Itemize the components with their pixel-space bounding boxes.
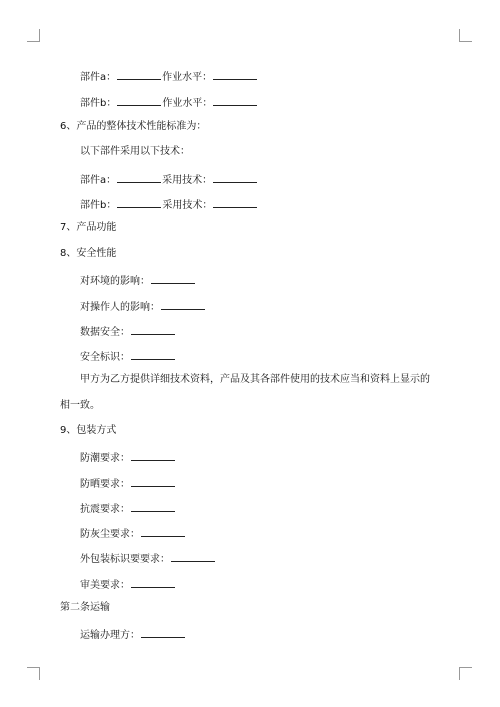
field-label: 采用技术： (162, 175, 213, 186)
fill-blank (213, 68, 257, 80)
moisture-requirement-line (80, 449, 176, 466)
section-8-heading: 8、安全性能 (60, 248, 117, 259)
data-security-line (80, 323, 176, 340)
shock-resistance-requirement-line (80, 500, 176, 517)
part-b-work-level-line (80, 94, 258, 111)
fill-blank (161, 298, 205, 310)
fill-blank (117, 68, 161, 80)
field-label: 防灰尘要求： (80, 529, 140, 540)
fill-blank (131, 323, 175, 335)
field-label: 作业水平： (162, 72, 213, 83)
field-label: 外包装标识要要求： (80, 554, 170, 565)
aesthetic-requirement-line (80, 576, 176, 593)
field-label: 部件a： (80, 175, 117, 186)
fill-blank (117, 196, 161, 208)
technology-intro: 以下部件采用以下技术： (80, 146, 190, 157)
crop-mark-top-left (27, 29, 40, 42)
fill-blank (213, 171, 257, 183)
fill-blank (131, 449, 175, 461)
outer-packaging-label-line (80, 550, 216, 567)
field-label: 运输办理方： (80, 630, 140, 641)
field-label: 部件a： (80, 72, 117, 83)
fill-blank (213, 196, 257, 208)
field-label: 采用技术： (162, 200, 213, 211)
field-label: 审美要求： (80, 580, 130, 591)
fill-blank (131, 475, 175, 487)
field-label: 部件b： (80, 200, 117, 211)
fill-blank (141, 626, 185, 638)
article-2-heading: 第二条运输 (60, 602, 110, 613)
fill-blank (141, 525, 185, 537)
safety-label-line (80, 348, 176, 365)
sun-protection-requirement-line (80, 475, 176, 492)
section-6-heading: 6、产品的整体技术性能标准为： (60, 121, 207, 132)
fill-blank (213, 94, 257, 106)
fill-blank (117, 171, 161, 183)
field-label: 对环境的影响： (80, 276, 150, 287)
fill-blank (131, 348, 175, 360)
transport-party-line (80, 626, 186, 643)
crop-mark-bottom-left (27, 667, 40, 680)
field-label: 抗震要求： (80, 504, 130, 515)
field-label: 防潮要求： (80, 453, 130, 464)
field-label: 安全标识： (80, 352, 130, 363)
technical-docs-paragraph: 甲方为乙方提供详细技术资料，产品及其各部件使用的技术应当和资料上显示的 (80, 374, 430, 385)
operator-impact-line (80, 298, 206, 315)
fill-blank (171, 550, 215, 562)
fill-blank (131, 576, 175, 588)
fill-blank (117, 94, 161, 106)
part-b-technology-line (80, 196, 258, 213)
environment-impact-line (80, 272, 196, 289)
section-7-heading: 7、产品功能 (60, 222, 117, 233)
technical-docs-paragraph-end: 相一致。 (60, 400, 100, 411)
section-9-heading: 9、包装方式 (60, 425, 117, 436)
crop-mark-top-right (459, 29, 472, 42)
field-label: 部件b： (80, 98, 117, 109)
field-label: 数据安全： (80, 327, 130, 338)
dust-protection-requirement-line (80, 525, 186, 542)
part-a-work-level-line (80, 68, 258, 85)
field-label: 对操作人的影响： (80, 302, 160, 313)
fill-blank (131, 500, 175, 512)
fill-blank (151, 272, 195, 284)
crop-mark-bottom-right (459, 667, 472, 680)
field-label: 防晒要求： (80, 479, 130, 490)
part-a-technology-line (80, 171, 258, 188)
field-label: 作业水平： (162, 98, 213, 109)
